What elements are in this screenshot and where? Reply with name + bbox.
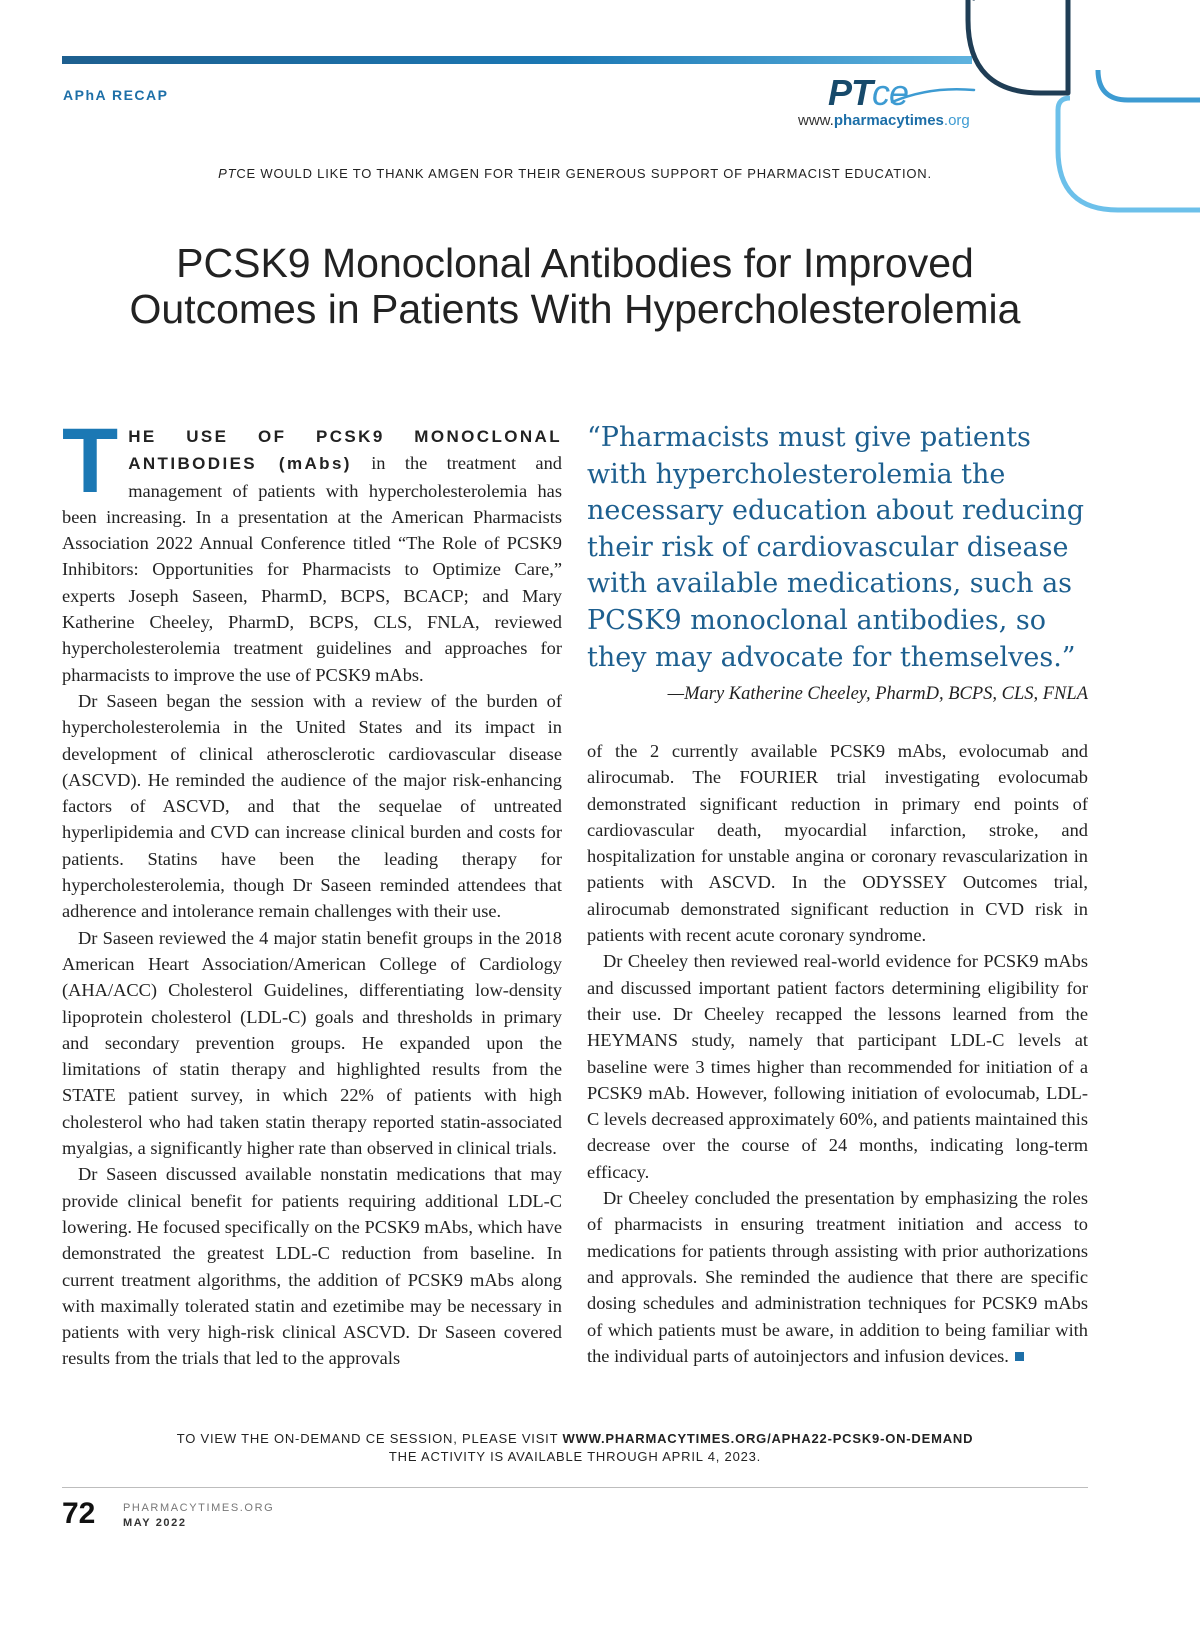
header-rule bbox=[62, 56, 972, 64]
publication-site: PHARMACYTIMES.ORG bbox=[123, 1502, 275, 1514]
article-column-left bbox=[62, 410, 562, 1372]
pull-quote-attribution: —Mary Katherine Cheeley, PharmD, BCPS, CLS, FNLA bbox=[667, 684, 1088, 704]
article-paragraph-3: Dr Saseen reviewed the 4 major statin benefit groups in the 2018 American Heart Association/American College of Cardiology (AHA/ACC) Cholesterol Guidelines, differentiating low-density lipoprotein cholesterol (LDL-C) goals and thresholds in primary and secondary prevention groups. He expanded upon the limitations of statin therapy and highlighted results from the STATE patient survey, in which 22% of patients with high cholesterol who had taken statin therapy reported statin-associated myalgias, a significantly higher rate than observed in clinical trials. bbox=[62, 927, 562, 1159]
on-demand-url[interactable]: WWW.PHARMACYTIMES.ORG/APHA22-PCSK9-ON-DEMAND bbox=[562, 1431, 974, 1446]
section-label: APhA RECAP bbox=[63, 87, 169, 103]
ptce-logo bbox=[790, 72, 1030, 132]
pull-quote: “Pharmacists must give patients with hypercholesterolemia the necessary education about reducing their risk of cardiovascular disease with available medications, such as PCSK9 monoclonal antibodies, so they may advocate for themselves.” bbox=[587, 422, 1085, 673]
article-column-right bbox=[587, 738, 1088, 1369]
end-mark-icon bbox=[1015, 1352, 1024, 1361]
logo-swoosh-icon bbox=[890, 84, 976, 106]
page-number: 72 bbox=[62, 1497, 96, 1530]
title-line-1: PCSK9 Monoclonal Antibodies for Improved bbox=[176, 240, 974, 286]
on-demand-note: TO VIEW THE ON-DEMAND CE SESSION, PLEASE VISIT WWW.PHARMACYTIMES.ORG/APHA22-PCSK9-ON-DEMAND THE ACTIVITY IS AVAILABLE THROUGH APRIL 4, 2023. bbox=[176, 1431, 974, 1464]
article-paragraph-2: Dr Saseen began the session with a review of the burden of hypercholesterolemia in the United States and its impact in development of clinical atherosclerotic cardiovascular disease (ASCVD). He reminded the audience of the major risk-enhancing factors of ASCVD, and that the sequelae of untreated hyperlipidemia and CVD can increase clinical burden and costs for patients. Statins have been the leading therapy for hypercholesterolemia, though Dr Saseen reminded attendees that adherence and intolerance remain challenges with their use. bbox=[62, 690, 562, 922]
issue-date: MAY 2022 bbox=[123, 1517, 187, 1529]
lead-in-caps: HE USE OF PCSK9 MONOCLONAL ANTIBODIES (mAbs) bbox=[128, 427, 562, 474]
drop-cap: T bbox=[62, 410, 119, 512]
article-paragraph-5: of the 2 currently available PCSK9 mAbs, evolocumab and alirocumab. The FOURIER trial investigating evolocumab demonstrated significant reduction in primary end points of cardiovascular death, myocardial infarction, stroke, and hospitalization for unstable angina or coronary revascularization in patients with ASCVD. In the ODYSSEY Outcomes trial, alirocumab demonstrated significant reduction in CVD risk in patients with recent acute coronary syndrome. bbox=[587, 741, 1088, 946]
sponsor-thanks: PTCE WOULD LIKE TO THANK AMGEN FOR THEIR GENEROUS SUPPORT OF PHARMACIST EDUCATION. bbox=[218, 166, 932, 181]
article-title bbox=[60, 240, 1090, 332]
article-paragraph-6: Dr Cheeley then reviewed real-world evidence for PCSK9 mAbs and discussed important patient factors determining eligibility for their use. Dr Cheeley recapped the lessons learned from the HEYMANS study, namely that participant LDL-C levels at baseline were 3 times higher than recommended for initiation of a PCSK9 mAb. However, following initiation of evolocumab, LDL-C levels decreased approximately 60%, and patients maintained this decrease over the course of 24 months, indicating long-term efficacy. bbox=[587, 951, 1088, 1182]
logo-url: www.pharmacytimes.org bbox=[798, 112, 970, 129]
publication-info bbox=[123, 1501, 274, 1531]
article-paragraph-7: Dr Cheeley concluded the presentation by emphasizing the roles of pharmacists in ensuring treatment initiation and access to medications for patients through assisting with prior authorizations and approvals. She reminded the audience that there are specific dosing schedules and administration techniques for PCSK9 mAbs of which patients must be aware, in addition to being familiar with the individual parts of autoinjectors and infusion devices. bbox=[587, 1188, 1088, 1366]
article-paragraph-4: Dr Saseen discussed available nonstatin medications that may provide clinical benefit for patients requiring additional LDL-C lowering. He focused specifically on the PCSK9 mAbs, which have demonstrated the greatest LDL-C reduction from baseline. In current treatment algorithms, the addition of PCSK9 mAbs along with maximally tolerated statin and ezetimibe may be necessary in patients with very high-risk clinical ASCVD. Dr Saseen covered results from the trials that led to the approvals bbox=[62, 1164, 562, 1369]
availability-note: THE ACTIVITY IS AVAILABLE THROUGH APRIL 4, 2023. bbox=[388, 1449, 762, 1464]
title-line-2: Outcomes in Patients With Hypercholesterolemia bbox=[129, 286, 1021, 332]
article-paragraph-1: THE USE OF PCSK9 MONOCLONAL ANTIBODIES (mAbs) in the treatment and management of patients with hypercholesterolemia has been increasing. In a presentation at the American Pharmacists Association 2022 Annual Conference titled “The Role of PCSK9 Inhibitors: Opportunities for Pharmacists to Optimize Care,” experts Joseph Saseen, PharmD, BCPS, BCACP; and Mary Katherine Cheeley, PharmD, BCPS, CLS, FNLA, reviewed hypercholesterolemia treatment guidelines and approaches for pharmacists to improve the use of PCSK9 mAbs. bbox=[62, 410, 562, 685]
logo-wordmark: PTce bbox=[828, 72, 909, 113]
footer-rule bbox=[62, 1487, 1088, 1488]
